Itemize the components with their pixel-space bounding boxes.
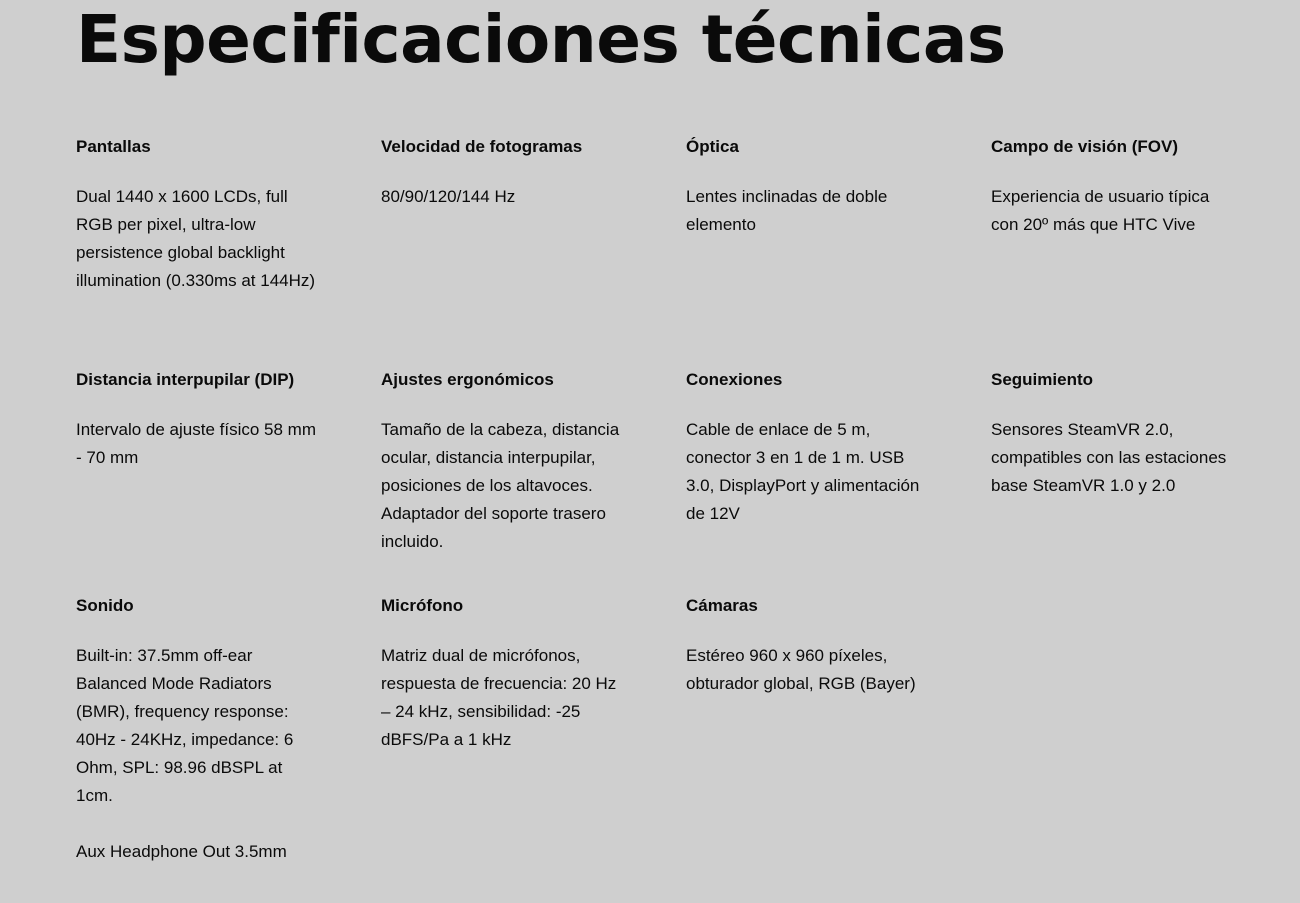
spec-label: Micrófono	[381, 596, 464, 615]
spec-label: Conexiones	[686, 370, 783, 389]
spec-value: Sensores SteamVR 2.0, compatibles con las estaciones base SteamVR 1.0 y 2.0	[991, 420, 1227, 495]
spec-value: Estéreo 960 x 960 píxeles, obturador global, RGB (Bayer)	[686, 646, 916, 693]
spec-item-distancia-interpupilar	[76, 368, 381, 556]
spec-value: Matriz dual de micrófonos, respuesta de frecuencia: 20 Hz – 24 kHz, sensibilidad: -25 dBFS/Pa a 1 kHz	[381, 646, 617, 749]
spec-extra-value: Aux Headphone Out 3.5mm	[76, 842, 287, 861]
spec-label: Campo de visión (FOV)	[991, 137, 1179, 156]
spec-label: Ajustes ergonómicos	[381, 370, 554, 389]
spec-label: Seguimiento	[991, 370, 1094, 389]
spec-value: Intervalo de ajuste físico 58 mm - 70 mm	[76, 420, 317, 467]
spec-value: Experiencia de usuario típica con 20º más que HTC Vive	[991, 187, 1210, 234]
spec-item-ajustes-ergonomicos	[381, 368, 686, 556]
spec-item-conexiones	[686, 368, 991, 556]
spec-label: Distancia interpupilar (DIP)	[76, 370, 295, 389]
spec-value: Dual 1440 x 1600 LCDs, full RGB per pixel, ultra-low persistence global backlight illumination (0.330ms at 144Hz)	[76, 187, 316, 290]
spec-value: 80/90/120/144 Hz	[381, 187, 516, 206]
spec-row	[76, 594, 1296, 866]
spec-row	[76, 135, 1296, 295]
spec-label: Sonido	[76, 596, 134, 615]
page-title: Especificaciones técnicas	[76, 1, 1006, 78]
spec-label: Velocidad de fotogramas	[381, 137, 583, 156]
spec-row	[76, 368, 1296, 556]
spec-item-sonido	[76, 594, 381, 866]
spec-label: Óptica	[686, 137, 739, 156]
spec-label: Cámaras	[686, 596, 758, 615]
spec-item-camaras	[686, 594, 991, 866]
spec-item-seguimiento	[991, 368, 1296, 556]
spec-item-campo-vision	[991, 135, 1296, 295]
spec-item-microfono	[381, 594, 686, 866]
spec-item-velocidad-fotogramas	[381, 135, 686, 295]
spec-item-pantallas	[76, 135, 381, 295]
spec-value: Lentes inclinadas de doble elemento	[686, 187, 888, 234]
spec-value: Cable de enlace de 5 m, conector 3 en 1 de 1 m. USB 3.0, DisplayPort y alimentación de 12V	[686, 420, 920, 523]
spec-label: Pantallas	[76, 137, 151, 156]
spec-item-optica	[686, 135, 991, 295]
spec-value: Tamaño de la cabeza, distancia ocular, distancia interpupilar, posiciones de los altavoces. Adaptador del soporte trasero incluido.	[381, 420, 620, 551]
spec-value: Built-in: 37.5mm off-ear Balanced Mode Radiators (BMR), frequency response: 40Hz - 24KHz, impedance: 6 Ohm, SPL: 98.96 dBSPL at 1cm.	[76, 646, 294, 805]
